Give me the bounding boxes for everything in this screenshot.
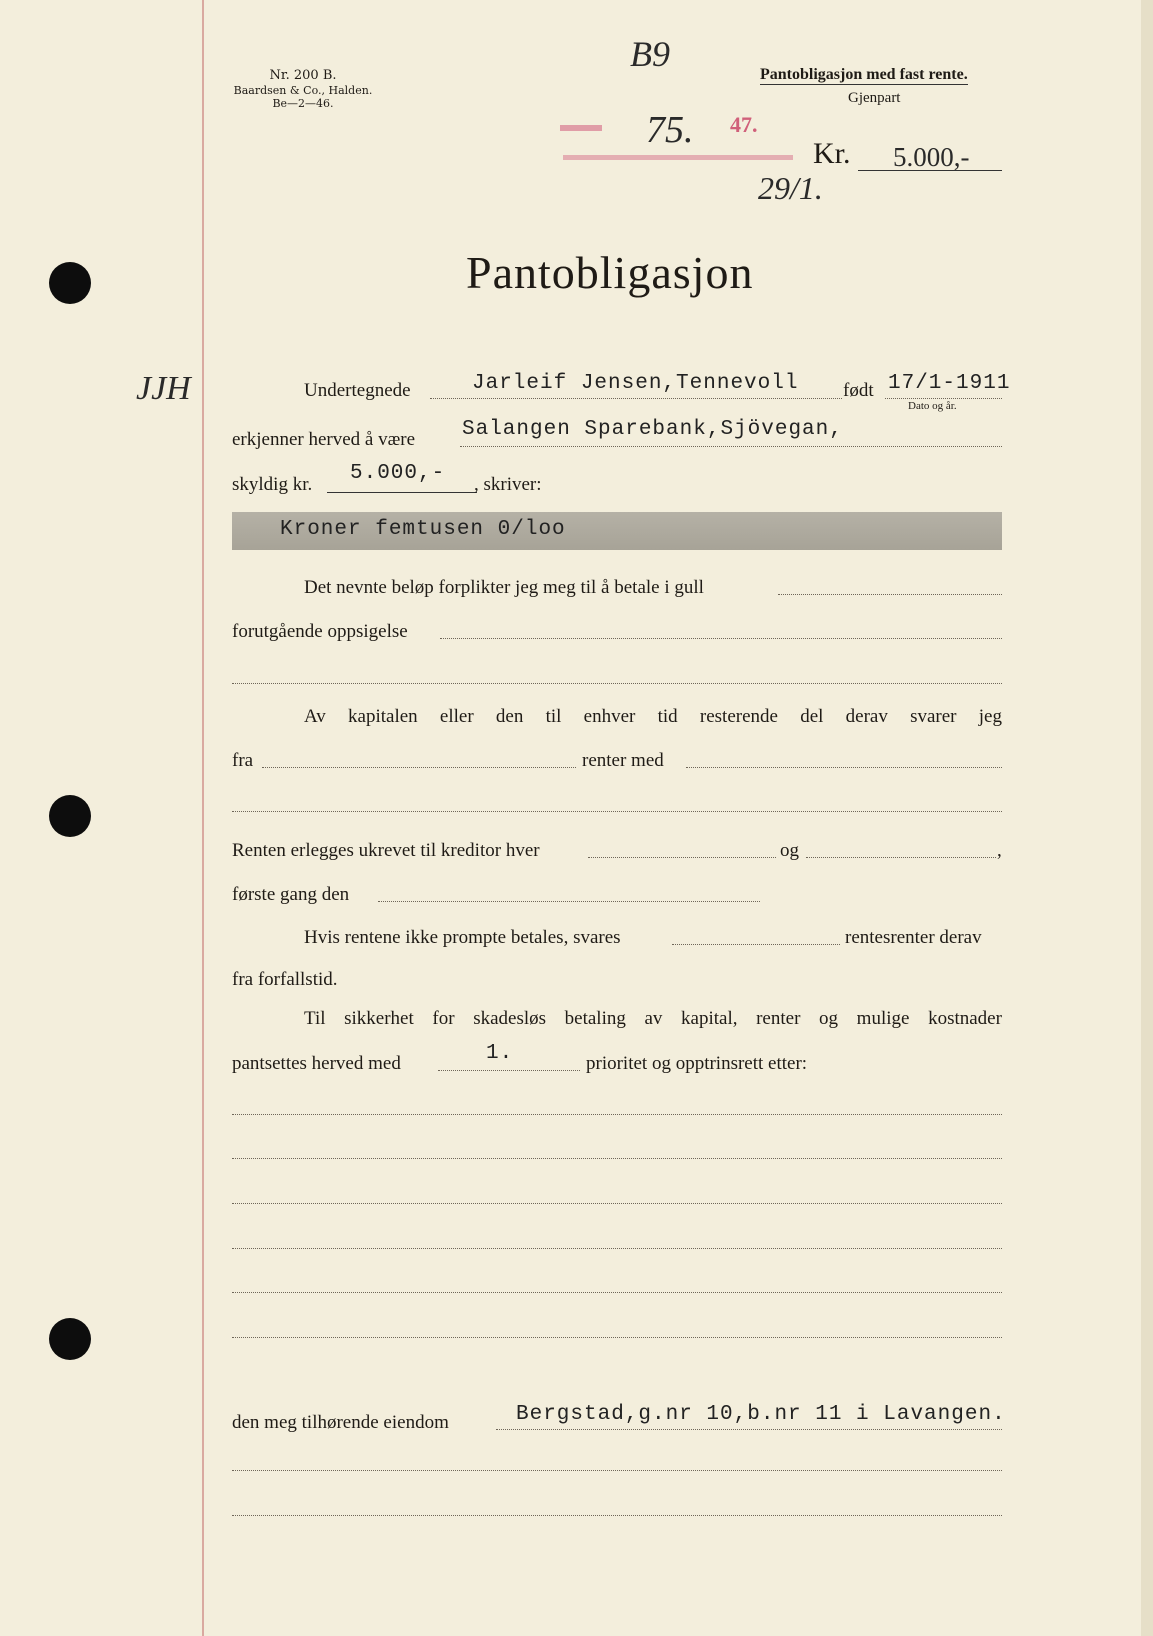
margin-rule xyxy=(202,0,204,1636)
property-line xyxy=(496,1429,1002,1430)
security-clause xyxy=(304,1008,1002,1030)
paper-edge xyxy=(1141,0,1153,1636)
word: betaling xyxy=(564,1008,626,1029)
first-time-line xyxy=(378,901,760,902)
interest-label: renter med xyxy=(582,750,664,771)
from-label: fra xyxy=(232,750,254,771)
priority-line xyxy=(438,1070,580,1071)
page-title: Pantobligasjon xyxy=(466,247,754,298)
handwritten-number: B9 xyxy=(630,34,670,74)
pay-label: Renten erlegges ukrevet til kreditor hver xyxy=(232,840,540,861)
publisher: Baardsen & Co., Halden. xyxy=(233,84,373,97)
born-label: født xyxy=(843,380,874,401)
property-value: Bergstad,g.nr 10,b.nr 11 i Lavangen. xyxy=(516,1403,1006,1426)
property-label: den meg tilhørende eiendom xyxy=(232,1412,449,1433)
word: mulige xyxy=(856,1008,910,1029)
blank-line xyxy=(232,811,1002,812)
gold-clause: Det nevnte beløp forplikter jeg meg til å betale i gull xyxy=(304,577,704,598)
margin-initials: JJH xyxy=(136,370,191,407)
pledge-label: pantsettes herved med xyxy=(232,1053,401,1074)
punch-hole-top xyxy=(49,262,91,304)
notice-line xyxy=(440,638,1002,639)
first-time-label: første gang den xyxy=(232,884,350,905)
word: til xyxy=(545,706,562,727)
comma: , xyxy=(997,840,1002,861)
word: kapitalen xyxy=(348,706,418,727)
copy-label: Gjenpart xyxy=(848,90,901,106)
and-label: og xyxy=(780,840,799,861)
blank-line xyxy=(232,1337,1002,1338)
acknowledge-label: erkjenner herved å være xyxy=(232,429,416,450)
word: resterende xyxy=(699,706,778,727)
amount-words-value: Kroner femtusen 0/loo xyxy=(280,518,566,541)
form-info xyxy=(228,68,378,110)
capital-clause xyxy=(304,706,1002,728)
word: Av xyxy=(304,706,326,727)
punch-hole-bottom xyxy=(49,1318,91,1360)
born-hint: Dato og år. xyxy=(908,400,957,412)
late-line xyxy=(672,944,840,945)
form-number: Nr. 200 B. xyxy=(269,68,337,83)
owed-label: skyldig kr. xyxy=(232,474,313,495)
blank-line xyxy=(232,1292,1002,1293)
print-code: Be—2—46. xyxy=(272,97,334,110)
creditor-line xyxy=(460,446,1002,447)
stamp-bar xyxy=(563,155,793,160)
word: og xyxy=(819,1008,839,1029)
word: sikkerhet xyxy=(344,1008,414,1029)
word: enhver xyxy=(583,706,636,727)
form-type: Pantobligasjon med fast rente. xyxy=(760,66,968,83)
born-line xyxy=(885,398,1002,399)
word: svarer xyxy=(910,706,957,727)
compound-label: rentesrenter derav xyxy=(845,927,982,948)
priority-label: prioritet og opptrinsrett etter: xyxy=(586,1053,808,1074)
word: tid xyxy=(657,706,678,727)
undersigned-value: Jarleif Jensen,Tennevoll xyxy=(472,372,799,395)
stamp-year: 47. xyxy=(730,112,758,137)
owed-line xyxy=(327,492,477,493)
born-value: 17/1-1911 xyxy=(888,372,1011,395)
word: jeg xyxy=(978,706,1002,727)
blank-line xyxy=(232,1203,1002,1204)
word: for xyxy=(432,1008,455,1029)
notice-label: forutgående oppsigelse xyxy=(232,621,408,642)
blank-line xyxy=(232,1515,1002,1516)
word: skadesløs xyxy=(473,1008,547,1029)
punch-hole-middle xyxy=(49,795,91,837)
blank-line xyxy=(232,1248,1002,1249)
writes-label: , skriver: xyxy=(474,474,542,495)
word: den xyxy=(495,706,524,727)
gold-line xyxy=(778,594,1002,595)
word: derav xyxy=(845,706,888,727)
owed-value: 5.000,- xyxy=(350,462,446,485)
creditor-value: Salangen Sparebank,Sjövegan, xyxy=(462,418,843,441)
pay-line xyxy=(588,857,776,858)
word: kapital, xyxy=(681,1008,738,1029)
word: Til xyxy=(304,1008,326,1029)
undersigned-label: Undertegnede xyxy=(304,380,411,401)
interest-line xyxy=(686,767,1002,768)
word: renter xyxy=(756,1008,801,1029)
word: kostnader xyxy=(928,1008,1002,1029)
amount-label: Kr. xyxy=(813,137,851,170)
and-line xyxy=(806,857,996,858)
late-label: Hvis rentene ikke prompte betales, svares xyxy=(304,927,621,948)
blank-line xyxy=(232,1114,1002,1115)
word: eller xyxy=(439,706,474,727)
amount-value: 5.000,- xyxy=(893,142,970,172)
blank-line xyxy=(232,1470,1002,1471)
word: del xyxy=(800,706,824,727)
stamp-bar xyxy=(560,125,602,131)
from-line xyxy=(262,767,576,768)
stamp-date: 29/1. xyxy=(758,170,823,206)
blank-line xyxy=(232,683,1002,684)
undersigned-line xyxy=(430,398,842,399)
priority-value: 1. xyxy=(486,1042,514,1065)
stamp-number: 75. xyxy=(646,109,694,151)
due-label: fra forfallstid. xyxy=(232,969,338,990)
blank-line xyxy=(232,1158,1002,1159)
word: av xyxy=(644,1008,663,1029)
